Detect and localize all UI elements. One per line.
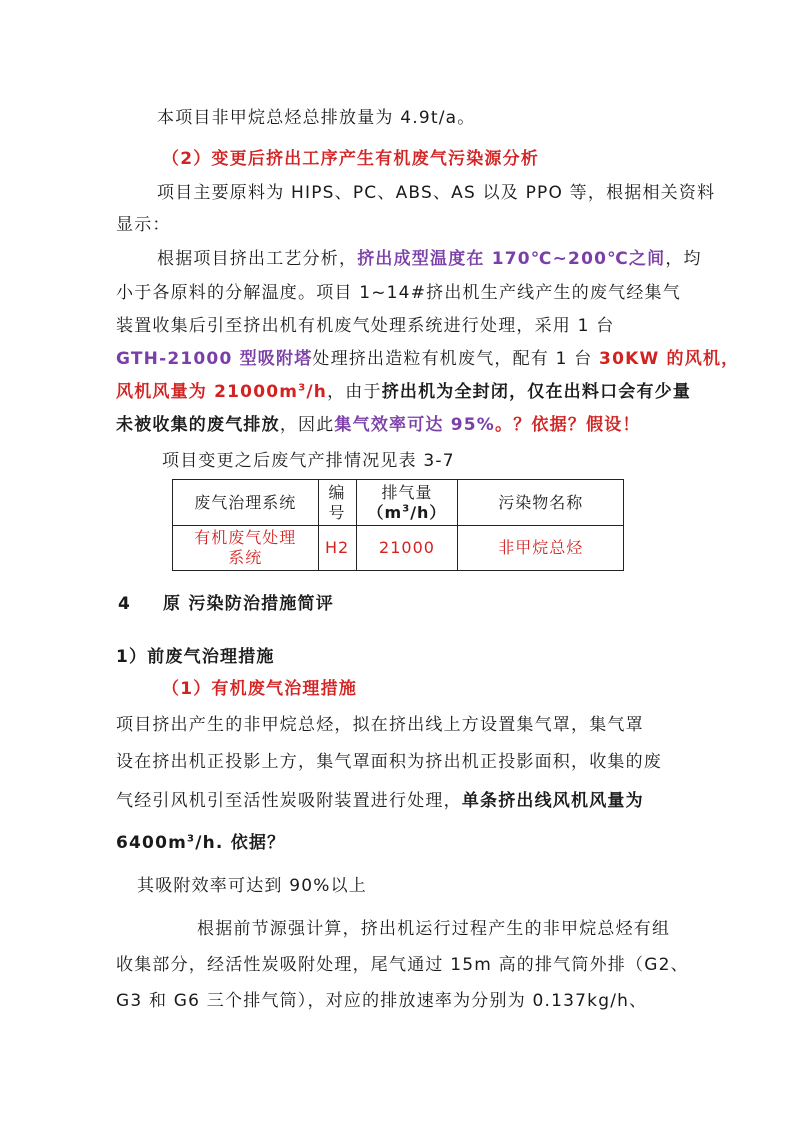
total-emission-text: 本项目非甲烷总烃总排放量为 4.9t/a。 — [157, 108, 476, 128]
header-airflow: 排气量 $(m^3/h)$ — [356, 480, 458, 526]
analysis-line-2: 小于各原料的分解温度。项目 1~14#挤出机生产线产生的废气经集气 — [116, 283, 681, 303]
analysis-line-5 — [116, 380, 691, 404]
cell-code: H2 — [318, 526, 356, 571]
adsorption-efficiency-text: 其吸附效率可达到 90%以上 — [137, 876, 367, 896]
analysis-line-3: 装置收集后引至挤出机有机废气处理系统进行处理，采用 1 台 — [116, 316, 615, 336]
analysis-line-6 — [116, 413, 641, 437]
header-treatment-system: 废气治理系统 — [173, 480, 319, 526]
single-line-airflow-bold: 单条挤出线风机风量为 — [461, 791, 644, 811]
organic-gas-measures-heading: （1）有机废气治理措施 — [162, 679, 358, 699]
header-pollutant: 污染物名称 — [458, 480, 624, 526]
table-header-row — [173, 480, 624, 526]
analysis-line-4-mid: 处理挤出造粒有机废气，配有 1 台 — [312, 349, 600, 369]
cell-pollutant: 非甲烷总烃 — [458, 526, 624, 571]
section-4-number: 4 — [118, 594, 132, 614]
fan-power-highlight: 30KW 的风机， — [599, 349, 740, 369]
collection-efficiency-highlight: 集气效率可达 95% — [334, 415, 496, 435]
emission-table — [172, 479, 624, 571]
calculation-line-3: G3 和 G6 三个排气筒），对应的排放速率为分别为 0.137kg/h、 — [116, 991, 648, 1011]
header-code: 编 号 — [318, 480, 356, 526]
analysis-line-1-post: ，均 — [665, 249, 702, 269]
adsorption-tower-highlight: GTH-21000 型吸附塔 — [116, 349, 313, 369]
table-row — [173, 526, 624, 571]
analysis-line-5-mid: ，由于 — [327, 382, 382, 402]
measures-line-2: 设在挤出机正投影上方，集气罩面积为挤出机正投影面积，收集的废 — [116, 752, 662, 772]
measures-line-1: 项目挤出产生的非甲烷总烃，拟在挤出线上方设置集气罩，集气罩 — [116, 715, 644, 735]
analysis-line-6-mid: ，因此 — [279, 415, 335, 435]
measures-line-4: $6400m^3/h$. 依据？ — [116, 833, 286, 853]
raw-material-text-2: 显示： — [116, 215, 171, 235]
analysis-line-4 — [116, 347, 739, 371]
calculation-line-2: 收集部分，经活性炭吸附处理，尾气通过 15m 高的排气筒外排（G2、 — [116, 955, 689, 975]
fan-airflow-highlight: 风机风量为 $21000m^3/h$ — [116, 382, 328, 402]
analysis-line-1-pre: 根据项目挤出工艺分析， — [157, 249, 358, 269]
section-2-heading: （2）变更后挤出工序产生有机废气污染源分析 — [162, 149, 540, 169]
section-4-heading — [118, 592, 334, 616]
extrusion-temperature-highlight: 挤出成型温度在 170℃~200℃之间 — [357, 249, 666, 269]
reviewer-comment: 。？依据？假设！ — [495, 415, 641, 435]
table-caption: 项目变更之后废气产排情况见表 3-7 — [162, 451, 455, 471]
cell-treatment-system: 有机废气处理 系统 — [173, 526, 319, 571]
measures-line-3: 气经引风机引至活性炭吸附装置进行处理，单条挤出线风机风量为 — [116, 791, 644, 811]
calculation-line-1: 根据前节源强计算，挤出机运行过程产生的非甲烷总烃有组 — [197, 919, 671, 939]
subsection-1-heading: 1）前废气治理措施 — [116, 647, 275, 667]
sealed-extruder-bold: 挤出机为全封闭，仅在出料口会有少量 — [381, 382, 692, 402]
raw-material-text-1: 项目主要原料为 HIPS、PC、ABS、AS 以及 PPO 等，根据相关资料 — [157, 183, 716, 203]
analysis-line-1 — [157, 247, 702, 271]
section-4-title: 原 污染防治措施简评 — [163, 594, 334, 614]
uncollected-gas-bold: 未被收集的废气排放 — [116, 415, 280, 435]
cell-airflow: 21000 — [356, 526, 458, 571]
